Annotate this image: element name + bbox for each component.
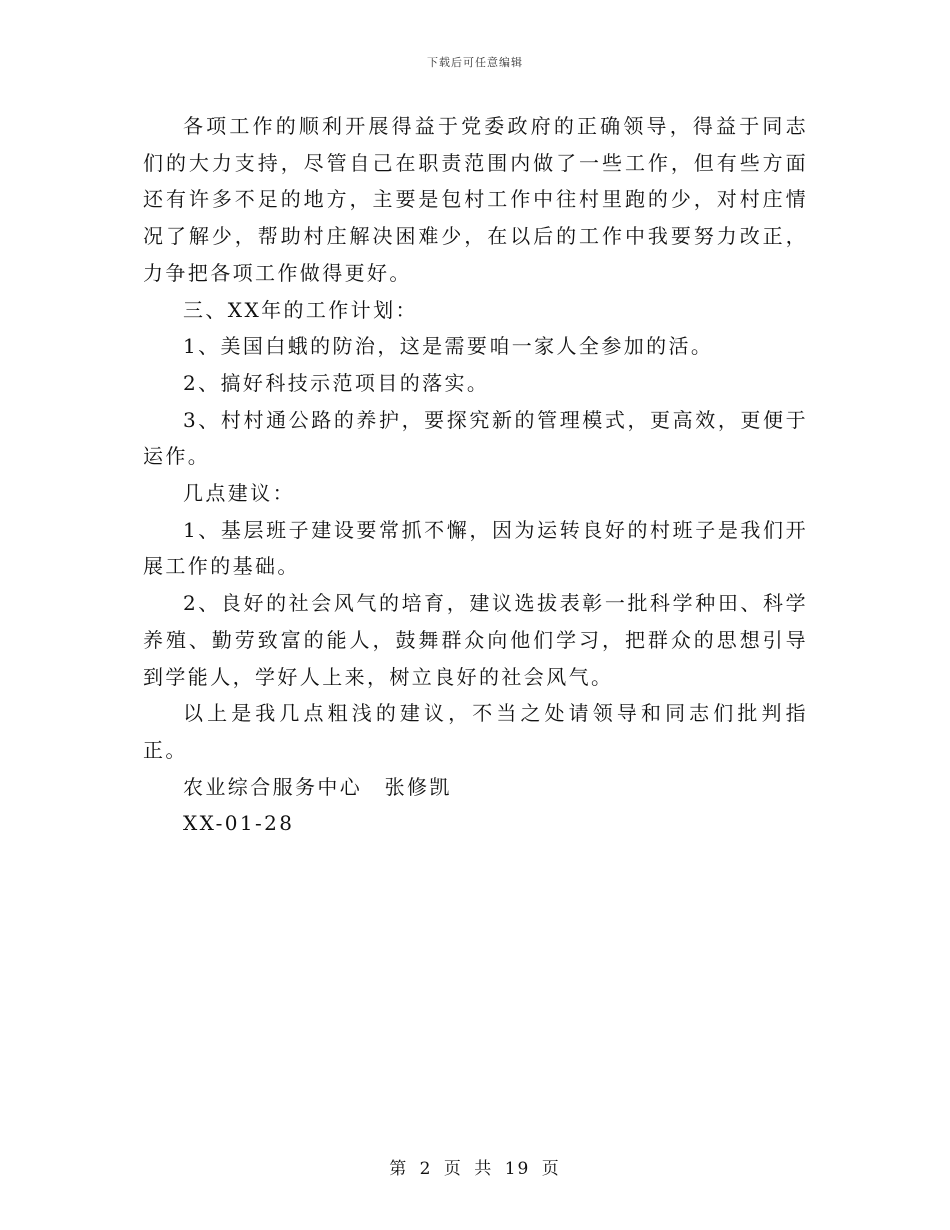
closing-remark: 以上是我几点粗浅的建议，不当之处请领导和同志们批判指正。 bbox=[143, 701, 808, 762]
page-number: 第 2 页 共 19 页 bbox=[389, 1159, 561, 1179]
suggestion-item-2: 2、良好的社会风气的培育，建议选拔表彰一批科学种田、科学养殖、勤劳致富的能人，鼓舞群众向他们学习，把群众的思想引导到学能人，学好人上来，树立良好的社会风气。 bbox=[143, 591, 808, 689]
date-line: XX-01-28 bbox=[183, 811, 295, 836]
header-note: 下载后可任意编辑 bbox=[427, 56, 523, 69]
suggestion-item-1: 1、基层班子建设要常抓不懈，因为运转良好的村班子是我们开展工作的基础。 bbox=[143, 517, 808, 579]
document-body bbox=[143, 108, 808, 842]
signature-line: 农业综合服务中心 张修凯 bbox=[183, 774, 452, 799]
section-heading-suggestions: 几点建议： bbox=[183, 481, 295, 506]
plan-item-1: 1、美国白蛾的防治，这是需要咱一家人全参加的活。 bbox=[183, 334, 714, 359]
section-heading-plan: 三、XX年的工作计划： bbox=[183, 297, 418, 322]
paragraph-summary: 各项工作的顺利开展得益于党委政府的正确领导，得益于同志们的大力支持，尽管自己在职责范围内做了一些工作，但有些方面还有许多不足的地方，主要是包村工作中往村里跑的少，对村庄情况了解少，帮助村庄解决困难少，在以后的工作中我要努力改正，力争把各项工作做得更好。 bbox=[143, 114, 808, 285]
plan-item-2: 2、搞好科技示范项目的落实。 bbox=[183, 370, 490, 395]
plan-item-3: 3、村村通公路的养护，要探究新的管理模式，更高效，更便于运作。 bbox=[143, 407, 808, 469]
